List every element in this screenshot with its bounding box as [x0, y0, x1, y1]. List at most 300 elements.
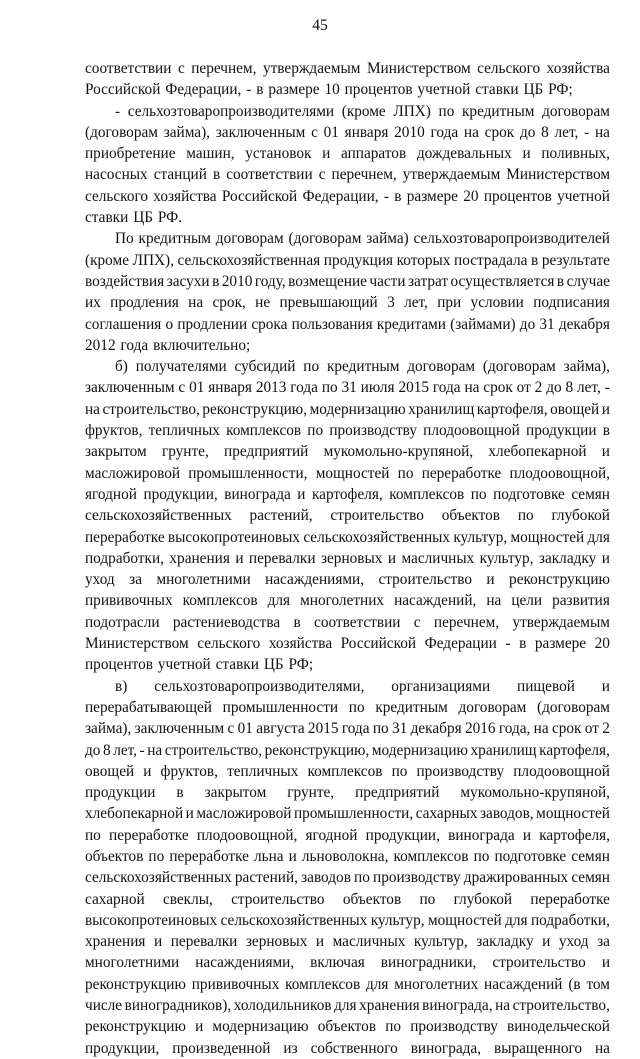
text-word: винограда,: [422, 997, 493, 1015]
text-word: предприятий: [224, 443, 309, 461]
text-word: перевалки: [170, 933, 238, 951]
text-word: овощей: [85, 762, 135, 780]
text-word: выращенного: [493, 1039, 583, 1057]
text-word: утверждаемым: [512, 613, 610, 631]
text-word: картофеля,: [476, 400, 548, 418]
text-word: строительство,: [512, 997, 610, 1015]
text-word: осуществляется: [450, 272, 555, 290]
text-word: и: [195, 1018, 204, 1036]
text-word: по: [391, 762, 408, 780]
text-word: реконструкцию: [85, 975, 186, 993]
text-word: плодоовощной,: [509, 464, 610, 482]
text-word: пищевой: [517, 677, 575, 695]
text-word: холодильников: [233, 997, 332, 1015]
text-word: размере: [406, 187, 458, 205]
text-word: уход: [558, 933, 589, 951]
text-word: винограда: [448, 826, 515, 844]
text-word: подработки,: [85, 549, 164, 567]
text-word: числе: [85, 997, 123, 1015]
text-line: [85, 867, 610, 888]
text-word: растений,: [249, 507, 313, 525]
text-word: 2: [534, 379, 543, 397]
text-word: зерновых: [245, 933, 308, 951]
text-word: учетной: [557, 187, 610, 205]
text-word: в: [256, 81, 264, 99]
text-word: строительство: [492, 954, 586, 972]
text-word: строительство,: [102, 400, 200, 418]
text-word: картофеля,: [539, 741, 610, 759]
text-word: году,: [254, 272, 286, 290]
text-word: промышленности,: [293, 805, 414, 823]
text-word: комплексов: [393, 847, 469, 865]
text-word: перерабатывающей: [85, 698, 212, 716]
text-word: ЦБ: [263, 656, 284, 674]
text-word: срок,: [212, 294, 246, 312]
text-word: культур,: [453, 528, 508, 546]
text-word: лет,: [404, 294, 428, 312]
text-line: [85, 58, 610, 79]
text-word: 2010: [394, 123, 425, 141]
text-line: [85, 463, 610, 484]
text-word: модернизацию: [212, 1018, 309, 1036]
text-word: комплексов: [285, 975, 361, 993]
text-word: переработке: [169, 847, 249, 865]
text-word: сельскохозяйственных: [220, 911, 368, 929]
text-line: [85, 527, 610, 548]
text-word: хранения: [359, 997, 420, 1015]
text-line: [85, 505, 610, 526]
text-word: производству: [416, 762, 505, 780]
text-word: производству: [373, 869, 461, 887]
text-line: [85, 633, 610, 654]
text-word: глубокой: [551, 507, 610, 525]
text-line: [85, 846, 610, 867]
text-line: [85, 590, 610, 611]
text-word: по: [385, 1018, 402, 1036]
text-word: пользования: [291, 315, 373, 333]
text-word: и: [387, 549, 397, 567]
text-word: о: [165, 315, 174, 333]
text-word: по: [473, 847, 490, 865]
text-word: субсидий: [234, 358, 296, 376]
text-word: года: [430, 123, 459, 141]
text-word: дождевальных: [416, 145, 512, 163]
text-word: культур,: [413, 933, 468, 951]
text-word: получателями: [135, 358, 227, 376]
text-word: масличных: [332, 933, 406, 951]
text-word: прививочных: [191, 975, 280, 993]
text-word: Министерством: [366, 60, 471, 77]
text-word: семян: [571, 869, 610, 887]
text-word: (кроме: [85, 251, 130, 269]
text-word: и: [601, 677, 610, 695]
text-word: хозяйства: [268, 635, 333, 653]
text-word: сельскохозяйственная: [177, 251, 321, 269]
text-word: продукции: [526, 422, 597, 440]
text-word: сельхозтоваропроизводителями: [127, 102, 335, 120]
text-word: 31: [391, 720, 408, 738]
text-word: картофеля,: [311, 485, 383, 503]
text-word: комплексов: [226, 422, 302, 440]
text-word: процентов: [85, 656, 153, 674]
text-word: по: [438, 102, 455, 120]
text-word: (займами): [450, 315, 516, 333]
text-word: тепличных: [148, 422, 220, 440]
text-word: и: [185, 805, 194, 823]
text-word: по: [85, 826, 101, 844]
text-word: процентов: [344, 81, 413, 99]
text-line: [85, 399, 610, 420]
text-line: [85, 761, 610, 782]
text-word: комплексов: [182, 592, 258, 610]
text-word: перевалки: [248, 549, 316, 567]
text-word: займа),: [563, 358, 610, 376]
text-word: плодоовощной: [423, 422, 520, 440]
text-word: хранения: [169, 549, 230, 567]
text-word: по: [354, 869, 370, 887]
text-word: грунте,: [287, 784, 335, 802]
text-word: с: [318, 166, 326, 184]
text-line: [85, 974, 610, 995]
text-line: [85, 441, 610, 462]
text-word: года,: [498, 720, 531, 738]
text-word: для: [587, 528, 610, 546]
text-word: винограда,: [410, 1039, 482, 1057]
text-word: продукции,: [85, 1039, 160, 1057]
text-word: комплексов: [389, 485, 465, 503]
text-word: Федерации,: [302, 187, 379, 205]
text-word: 2015: [398, 379, 430, 397]
text-line: [85, 654, 610, 675]
text-word: лет,: [113, 741, 137, 759]
text-word: 2016: [464, 720, 496, 738]
text-word: продукции,: [365, 826, 440, 844]
text-word: января: [208, 379, 252, 397]
text-word: насаждениями,: [265, 571, 365, 589]
text-word: засухи: [166, 272, 210, 290]
text-word: комплексов: [307, 762, 383, 780]
text-word: сахарной: [85, 890, 145, 908]
text-word: лет,: [554, 123, 579, 141]
text-word: поливных,: [541, 145, 610, 163]
text-word: строительство: [231, 890, 325, 908]
text-word: закладку: [538, 549, 597, 567]
text-word: мощностей: [510, 528, 585, 546]
text-word: многолетних: [394, 975, 479, 993]
text-word: с: [178, 379, 186, 397]
text-word: 01: [189, 379, 205, 397]
text-word: продукции: [85, 784, 156, 802]
text-word: срок: [483, 379, 513, 397]
text-word: для: [505, 911, 528, 929]
text-word: 2: [602, 720, 610, 738]
text-word: реконструкцию: [509, 571, 610, 589]
text-word: в: [556, 272, 565, 290]
text-word: 2012: [85, 336, 116, 354]
text-word: строительство: [330, 507, 424, 525]
text-word: сельскохозяйственных: [85, 869, 232, 887]
text-word: Российской: [85, 81, 161, 99]
text-line: [85, 825, 610, 846]
text-word: по: [397, 464, 414, 482]
text-word: виноградники,: [380, 954, 477, 972]
text-line: [85, 164, 610, 185]
text-line: [85, 356, 610, 377]
text-word: (договорам: [85, 123, 158, 141]
text-word: овощей: [550, 400, 600, 418]
text-word: предприятий: [355, 784, 440, 802]
text-word: до: [519, 315, 536, 333]
text-word: 3: [387, 294, 395, 312]
text-word: для: [334, 997, 357, 1015]
text-word: строительство: [378, 571, 472, 589]
text-line: [85, 676, 610, 697]
text-word: и: [601, 549, 610, 567]
text-word: реконструкцию,: [264, 741, 370, 759]
text-line: [85, 612, 610, 633]
text-word: хозяйства: [546, 60, 610, 77]
text-word: на: [594, 123, 610, 141]
text-word: РФ.: [157, 209, 183, 227]
text-word: 2013: [255, 379, 287, 397]
text-word: которых: [396, 251, 451, 269]
text-word: ЛПХ): [393, 102, 431, 120]
text-word: хлебопекарной: [85, 805, 184, 823]
text-word: -: [604, 379, 610, 397]
text-word: промышленности,: [188, 464, 308, 482]
text-word: многолетними: [156, 571, 251, 589]
text-word: пострадала: [454, 251, 528, 269]
text-word: подписания: [533, 294, 610, 312]
text-line: [85, 186, 610, 207]
text-word: займа): [366, 230, 409, 248]
text-word: производству: [410, 1018, 498, 1036]
text-word: -: [505, 635, 511, 653]
text-word: срок: [551, 720, 582, 738]
text-word: включая: [310, 954, 365, 972]
text-word: в: [519, 635, 527, 653]
text-word: в: [212, 272, 220, 290]
text-word: срок: [484, 123, 515, 141]
text-word: договорам: [542, 102, 610, 120]
text-line: [85, 782, 610, 803]
text-word: перечнем,: [331, 166, 397, 184]
text-word: организациями: [391, 677, 491, 695]
text-word: и: [154, 933, 163, 951]
text-word: хранилищ: [470, 741, 537, 759]
text-word: в: [531, 251, 539, 269]
text-word: приобретение: [85, 145, 176, 163]
text-word: по: [517, 507, 534, 525]
text-word: соответствии: [85, 60, 172, 77]
text-line: [85, 271, 610, 292]
text-word: срока: [251, 315, 288, 333]
text-word: плодоовощной,: [196, 826, 298, 844]
text-word: перечнем,: [433, 613, 500, 631]
text-word: грунте,: [161, 443, 209, 461]
text-line: [85, 1038, 610, 1059]
text-line: [85, 910, 610, 931]
text-word: дражированных: [463, 869, 569, 887]
text-word: учетной: [417, 81, 471, 99]
text-word: строительство,: [164, 741, 263, 759]
text-line: [85, 314, 610, 335]
text-word: по: [419, 890, 436, 908]
text-word: учетной: [157, 656, 211, 674]
text-word: фруктов,: [85, 422, 143, 440]
text-line: [85, 803, 610, 824]
text-word: реконструкцию: [85, 1018, 186, 1036]
text-word: закладку: [476, 933, 534, 951]
text-word: размере: [534, 635, 587, 653]
text-word: кредитным: [138, 230, 211, 248]
text-word: собственного: [310, 1039, 398, 1057]
text-word: (договорам: [482, 358, 556, 376]
text-word: фруктов,: [160, 762, 218, 780]
text-word: масложировой: [196, 805, 292, 823]
text-word: за: [597, 933, 610, 951]
text-word: и: [522, 826, 532, 844]
text-word: 8: [541, 123, 549, 141]
text-word: ЦБ: [133, 209, 154, 227]
text-line: [85, 207, 610, 228]
text-word: том: [586, 975, 610, 993]
text-word: на: [147, 741, 163, 759]
text-line: [85, 952, 610, 973]
text-word: закрытом: [204, 784, 267, 802]
text-word: в: [176, 784, 184, 802]
text-word: превышающий: [279, 294, 378, 312]
text-line: [85, 1016, 610, 1037]
text-line: [85, 697, 610, 718]
text-word: до: [85, 741, 101, 759]
text-word: 2010: [221, 272, 253, 290]
text-word: зерновых: [320, 549, 383, 567]
text-word: (кроме: [341, 102, 386, 120]
text-word: РФ;: [548, 81, 573, 99]
text-word: культур,: [370, 911, 425, 929]
text-word: договорам: [458, 698, 527, 716]
text-word: года: [120, 336, 149, 354]
text-word: на: [85, 400, 100, 418]
text-word: заключенным: [134, 720, 225, 738]
text-word: сельского: [477, 60, 541, 77]
text-word: винограда: [224, 485, 291, 503]
text-word: льноволокна,: [301, 847, 389, 865]
text-word: 20: [463, 187, 479, 205]
text-word: промышленности: [222, 698, 339, 716]
text-word: Федерации,: [165, 81, 242, 99]
text-word: заводов: [301, 869, 351, 887]
text-word: свеклы,: [162, 890, 213, 908]
text-word: с: [177, 60, 185, 77]
text-word: и: [601, 400, 610, 418]
text-word: переработке: [530, 890, 610, 908]
text-word: по: [348, 698, 365, 716]
text-word: с: [413, 613, 421, 631]
text-word: договорам: [215, 230, 284, 248]
text-word: аппаратов: [341, 145, 407, 163]
text-word: сельского: [85, 187, 149, 205]
text-word: лет,: [577, 379, 601, 397]
text-word: соответствии: [314, 613, 401, 631]
text-word: декабря: [410, 720, 462, 738]
text-word: льна: [253, 847, 284, 865]
text-word: по: [303, 358, 320, 376]
text-word: 8: [102, 741, 111, 759]
text-word: ягодной: [305, 826, 358, 844]
text-word: июля: [360, 379, 395, 397]
text-word: воздействия: [85, 272, 165, 290]
text-word: из: [283, 1039, 298, 1057]
text-word: ЦБ: [523, 81, 544, 99]
text-word: масложировой: [85, 464, 181, 482]
text-word: ставки: [215, 656, 259, 674]
text-word: продукция: [323, 251, 394, 269]
text-word: -: [115, 102, 121, 120]
text-word: на: [464, 379, 480, 397]
text-word: на: [533, 720, 549, 738]
text-word: ставки: [85, 209, 129, 227]
text-word: уход: [85, 571, 115, 589]
text-word: и: [235, 549, 244, 567]
document-body: [85, 58, 610, 1059]
text-word: (договорам: [288, 230, 362, 248]
text-line: [85, 228, 610, 249]
text-word: б): [115, 358, 128, 376]
text-line: [85, 548, 610, 569]
text-word: в: [602, 422, 610, 440]
text-word: высокопротеиновых: [85, 911, 218, 929]
text-word: По: [115, 230, 134, 248]
text-word: Министерством: [85, 635, 189, 653]
text-word: высокопротеиновых: [167, 528, 301, 546]
text-word: утверждаемым: [402, 166, 501, 184]
text-word: соответствии: [226, 166, 313, 184]
text-word: -: [584, 123, 590, 141]
text-word: и: [297, 485, 306, 503]
text-word: подготовке: [493, 485, 565, 503]
text-line: [85, 718, 610, 739]
text-word: случае: [566, 272, 610, 290]
text-word: договорам: [407, 358, 476, 376]
text-line: [85, 143, 610, 164]
text-word: 10: [324, 81, 340, 99]
text-word: РФ;: [288, 656, 314, 674]
text-word: объектов: [317, 1018, 377, 1036]
text-word: и: [522, 145, 531, 163]
text-word: объектов: [342, 890, 402, 908]
text-word: утверждаемым: [262, 60, 361, 77]
text-line: [85, 740, 610, 761]
text-word: растений,: [234, 869, 298, 887]
text-line: [85, 889, 610, 910]
text-word: продления: [110, 294, 179, 312]
text-word: и: [322, 145, 331, 163]
text-word: кредитным: [461, 102, 535, 120]
text-word: на: [188, 294, 204, 312]
text-word: условии: [470, 294, 524, 312]
text-word: ягодной: [85, 485, 137, 503]
text-word: соглашения: [85, 315, 162, 333]
text-word: сахарных: [415, 805, 478, 823]
text-word: от: [516, 379, 531, 397]
text-word: 31: [341, 379, 357, 397]
text-word: с: [311, 123, 318, 141]
text-line: [85, 335, 610, 356]
text-word: от: [584, 720, 599, 738]
text-word: переработке: [85, 528, 165, 546]
